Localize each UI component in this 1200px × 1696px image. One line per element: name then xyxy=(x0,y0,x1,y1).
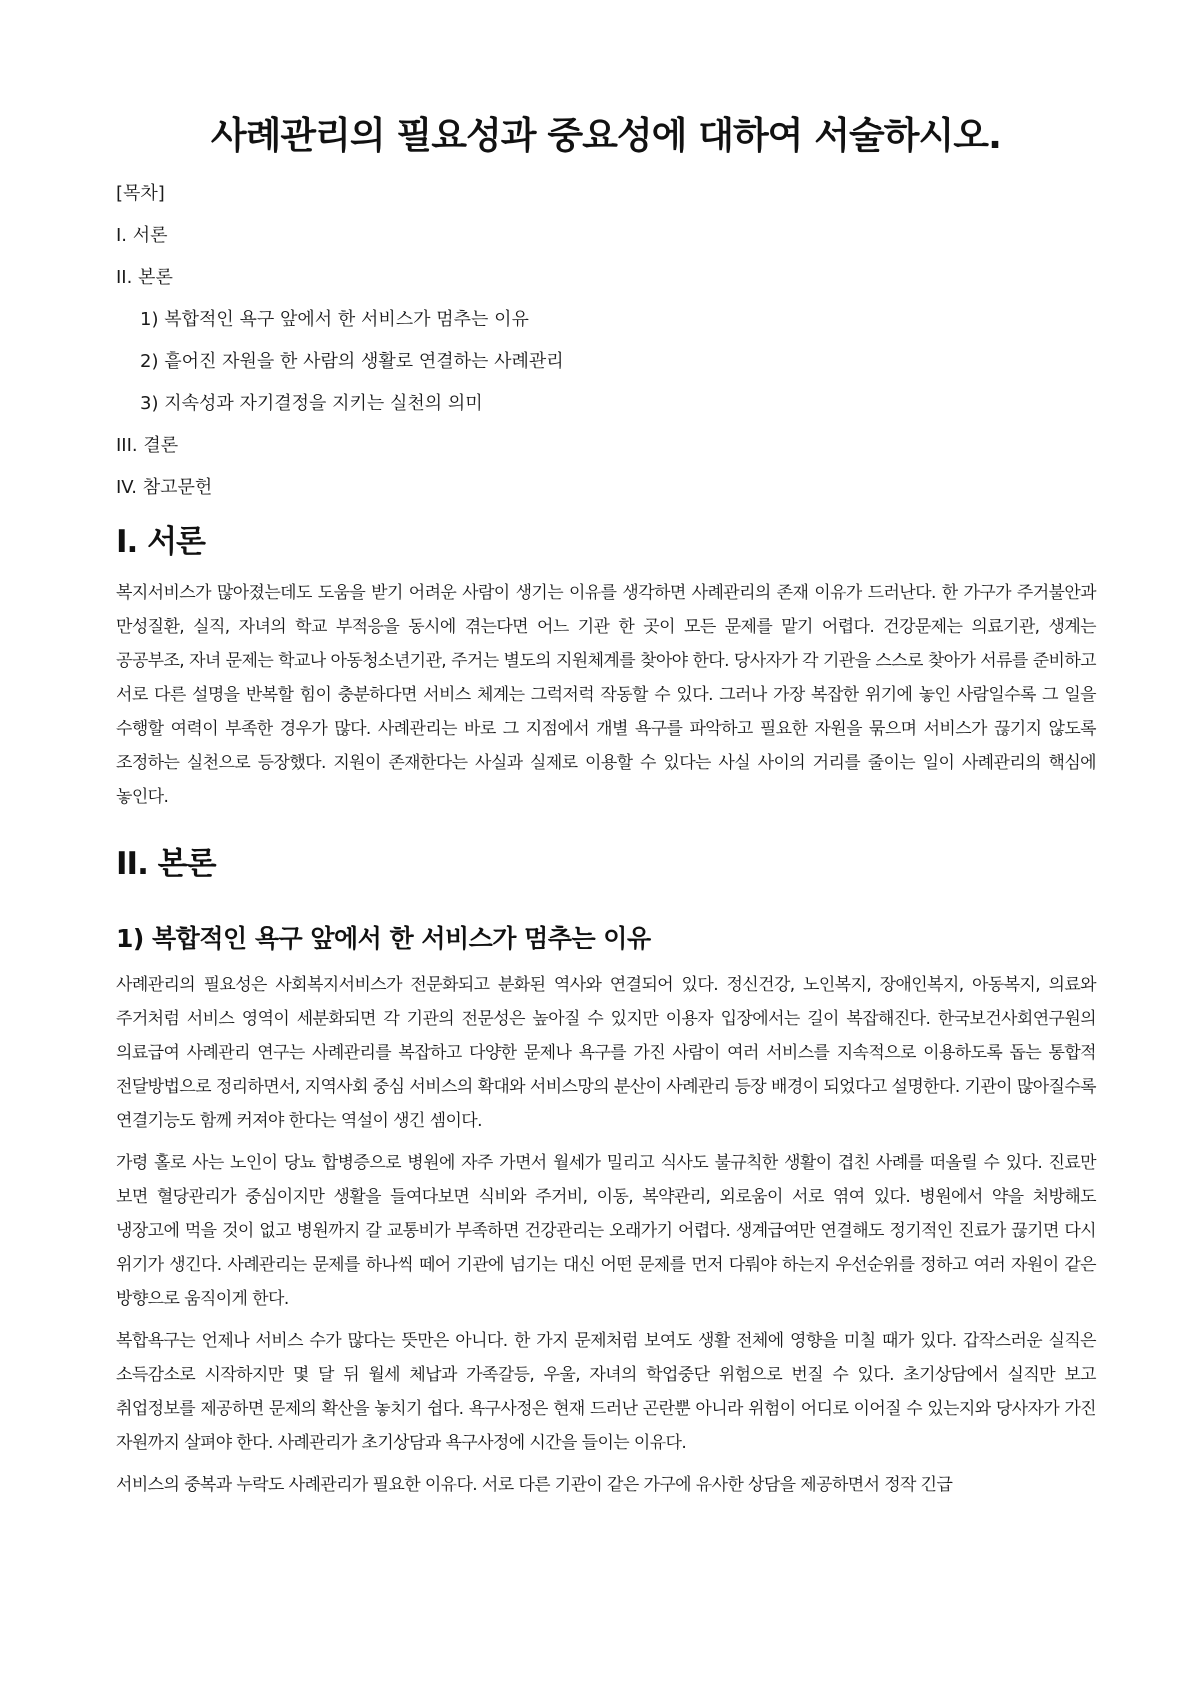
toc-item-body: II. 본론 xyxy=(116,267,173,288)
section-1-paragraph-4: 서비스의 중복과 누락도 사례관리가 필요한 이유다. 서로 다른 기관이 같은 가구에 유사한 상담을 제공하면서 정작 긴급 xyxy=(116,1475,953,1495)
section-1-paragraph-2: 가령 홀로 사는 노인이 당뇨 합병증으로 병원에 자주 가면서 월세가 밀리고 식사도 불규칙한 생활이 겹친 사례를 떠올릴 수 있다. 진료만 보면 혈당관리가 중심이지만 생활을 들여다보면 식비와 주거비, 이동, 복약관리, 외로움이 서로 엮여 있다. 병원에서 약을 처방해도 냉장고에 먹을 것이 없고 병원까지 갈 교통비가 부족하면 건강관리는 오래가기 어렵다. 생계급여만 연결해도 정기적인 진료가 끊기면 다시 위기가 생긴다. 사례관리는 문제를 하나씩 떼어 기관에 넘기는 대신 어떤 문제를 먼저 다뤄야 하는지 우선순위를 정하고 여러 자원이 같은 방향으로 움직이게 한다. xyxy=(116,1153,1096,1309)
toc-item-body-1: 1) 복합적인 욕구 앞에서 한 서비스가 멈추는 이유 xyxy=(140,309,529,330)
toc-item-intro: I. 서론 xyxy=(116,225,168,246)
section-1-paragraph-1: 사례관리의 필요성은 사회복지서비스가 전문화되고 분화된 역사와 연결되어 있다. 정신건강, 노인복지, 장애인복지, 아동복지, 의료와 주거처럼 서비스 영역이 세분화되면 각 기관의 전문성은 높아질 수 있지만 이용자 입장에서는 길이 복잡해진다. 한국보건사회연구원의 의료급여 사례관리 연구는 사례관리를 복잡하고 다양한 문제나 욕구를 가진 사람이 여러 서비스를 지속적으로 이용하도록 돕는 통합적 전달방법으로 정리하면서, 지역사회 중심 서비스의 확대와 서비스망의 분산이 사례관리 등장 배경이 되었다고 설명한다. 기관이 많아질수록 연결기능도 함께 커져야 한다는 역설이 생긴 셈이다. xyxy=(116,975,1096,1131)
toc-header: [목차] xyxy=(116,183,165,204)
section-1-paragraph-3: 복합욕구는 언제나 서비스 수가 많다는 뜻만은 아니다. 한 가지 문제처럼 보여도 생활 전체에 영향을 미칠 때가 있다. 갑작스러운 실직은 소득감소로 시작하지만 몇 달 뒤 월세 체납과 가족갈등, 우울, 자녀의 학업중단 위험으로 번질 수 있다. 초기상담에서 실직만 보고 취업정보를 제공하면 문제의 확산을 놓치기 쉽다. 욕구사정은 현재 드러난 곤란뿐 아니라 위험이 어디로 이어질 수 있는지와 당사자가 가진 자원까지 살펴야 한다. 사례관리가 초기상담과 욕구사정에 시간을 들이는 이유다. xyxy=(116,1331,1096,1453)
section-1-heading: 1) 복합적인 욕구 앞에서 한 서비스가 멈추는 이유 xyxy=(116,924,651,953)
toc-item-body-3: 3) 지속성과 자기결정을 지키는 실천의 의미 xyxy=(140,393,483,414)
toc-item-references: IV. 참고문헌 xyxy=(116,477,213,498)
intro-heading: I. 서론 xyxy=(116,524,205,560)
body-heading: II. 본론 xyxy=(116,846,216,882)
intro-paragraph: 복지서비스가 많아졌는데도 도움을 받기 어려운 사람이 생기는 이유를 생각하면 사례관리의 존재 이유가 드러난다. 한 가구가 주거불안과 만성질환, 실직, 자녀의 학교 부적응을 동시에 겪는다면 어느 기관 한 곳이 모든 문제를 맡기 어렵다. 건강문제는 의료기관, 생계는 공공부조, 자녀 문제는 학교나 아동청소년기관, 주거는 별도의 지원체계를 찾아야 한다. 당사자가 각 기관을 스스로 찾아가 서류를 준비하고 서로 다른 설명을 반복할 힘이 충분하다면 서비스 체계는 그럭저럭 작동할 수 있다. 그러나 가장 복잡한 위기에 놓인 사람일수록 그 일을 수행할 여력이 부족한 경우가 많다. 사례관리는 바로 그 지점에서 개별 욕구를 파악하고 필요한 자원을 묶으며 서비스가 끊기지 않도록 조정하는 실천으로 등장했다. 지원이 존재한다는 사실과 실제로 이용할 수 있다는 사실 사이의 거리를 줄이는 일이 사례관리의 핵심에 놓인다. xyxy=(116,583,1096,807)
toc-item-body-2: 2) 흩어진 자원을 한 사람의 생활로 연결하는 사례관리 xyxy=(140,351,564,372)
toc-item-conclusion: III. 결론 xyxy=(116,435,179,456)
table-of-contents xyxy=(116,182,1096,500)
document-title: 사례관리의 필요성과 중요성에 대하여 서술하시오. xyxy=(210,114,1002,157)
